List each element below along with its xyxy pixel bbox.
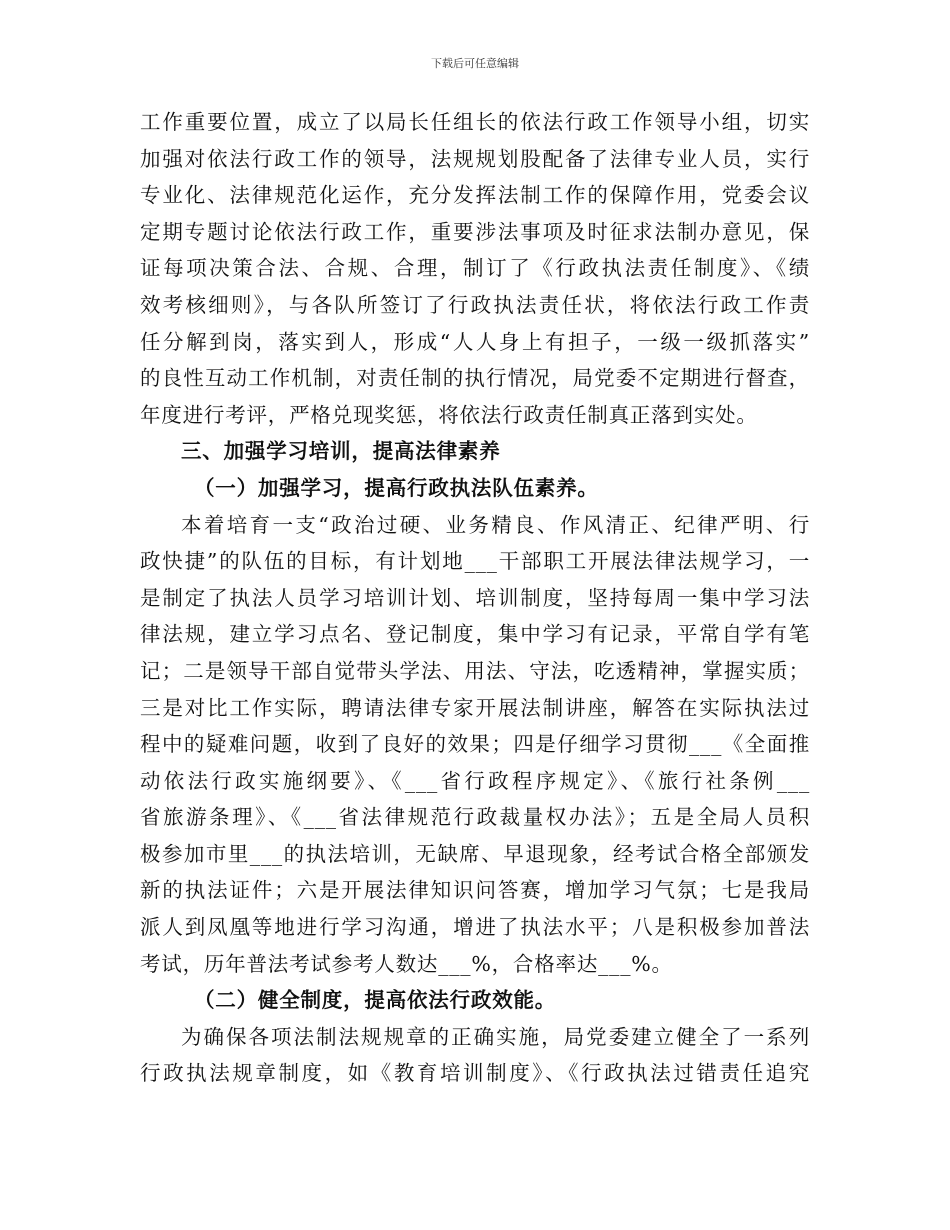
body-line: 程中的疑难问题，收到了良好的效果；四是仔细学习贯彻___《全面推 — [140, 732, 810, 757]
paragraph-first-line: 本着培育一支“政治过硬、业务精良、作风清正、纪律严明、行 — [181, 512, 810, 537]
body-line: 工作重要位置，成立了以局长任组长的依法行政工作领导小组，切实 — [140, 110, 810, 134]
document-body — [140, 104, 810, 1092]
body-line: 的良性互动工作机制，对责任制的执行情况，局党委不定期进行督查， — [140, 366, 810, 391]
body-line: 证每项决策合法、合规、合理，制订了《行政执法责任制度》、《绩 — [140, 256, 810, 281]
page-header: 下载后可任意编辑 — [431, 57, 519, 70]
body-line: 动依法行政实施纲要》、《___省行政程序规定》、《旅行社条例___ — [140, 768, 810, 793]
body-line: 加强对依法行政工作的领导，法规规划股配备了法律专业人员，实行 — [140, 146, 810, 171]
body-line: 极参加市里___的执法培训，无缺席、早退现象，经考试合格全部颁发 — [140, 841, 810, 866]
body-line: 行政执法规章制度，如《教育培训制度》、《行政执法过错责任追究 — [140, 1061, 810, 1086]
body-line: 派人到凤凰等地进行学习沟通，增进了执法水平；八是积极参加普法 — [140, 915, 810, 940]
body-line: 年度进行考评，严格兑现奖惩，将依法行政责任制真正落到实处。 — [140, 402, 758, 427]
body-line: 专业化、法律规范化运作，充分发挥法制工作的保障作用，党委会议 — [140, 183, 810, 208]
body-line: 律法规，建立学习点名、登记制度，集中学习有记录，平常自学有笔 — [140, 622, 810, 647]
body-line: 效考核细则》，与各队所签订了行政执法责任状，将依法行政工作责 — [140, 292, 810, 317]
body-line: 新的执法证件；六是开展法律知识问答赛，增加学习气氛；七是我局 — [140, 878, 810, 903]
body-line: 是制定了执法人员学习培训计划、培训制度，坚持每周一集中学习法 — [140, 585, 810, 610]
body-line: 三是对比工作实际，聘请法律专家开展法制讲座，解答在实际执法过 — [140, 695, 810, 720]
subsection-heading: （二）健全制度，提高依法行政效能。 — [194, 988, 557, 1013]
body-line: 定期专题讨论依法行政工作，重要涉法事项及时征求法制办意见，保 — [140, 219, 810, 244]
body-line: 记；二是领导干部自觉带头学法、用法、守法，吃透精神，掌握实质； — [140, 658, 810, 683]
body-line: 考试，历年普法考试参考人数达___%，合格率达___%。 — [140, 951, 673, 976]
body-line: 任分解到岗，落实到人，形成“人人身上有担子，一级一级抓落实” — [140, 329, 810, 354]
subsection-heading: （一）加强学习，提高行政执法队伍素养。 — [194, 475, 599, 500]
section-heading: 三、加强学习培训，提高法律素养 — [181, 439, 501, 464]
paragraph-first-line: 为确保各项法制法规规章的正确实施，局党委建立健全了一系列 — [181, 1024, 810, 1049]
body-line: 政快捷”的队伍的目标，有计划地___干部职工开展法律法规学习，一 — [140, 549, 810, 574]
body-line: 省旅游条理》、《___省法律规范行政裁量权办法》；五是全局人员积 — [140, 805, 810, 830]
